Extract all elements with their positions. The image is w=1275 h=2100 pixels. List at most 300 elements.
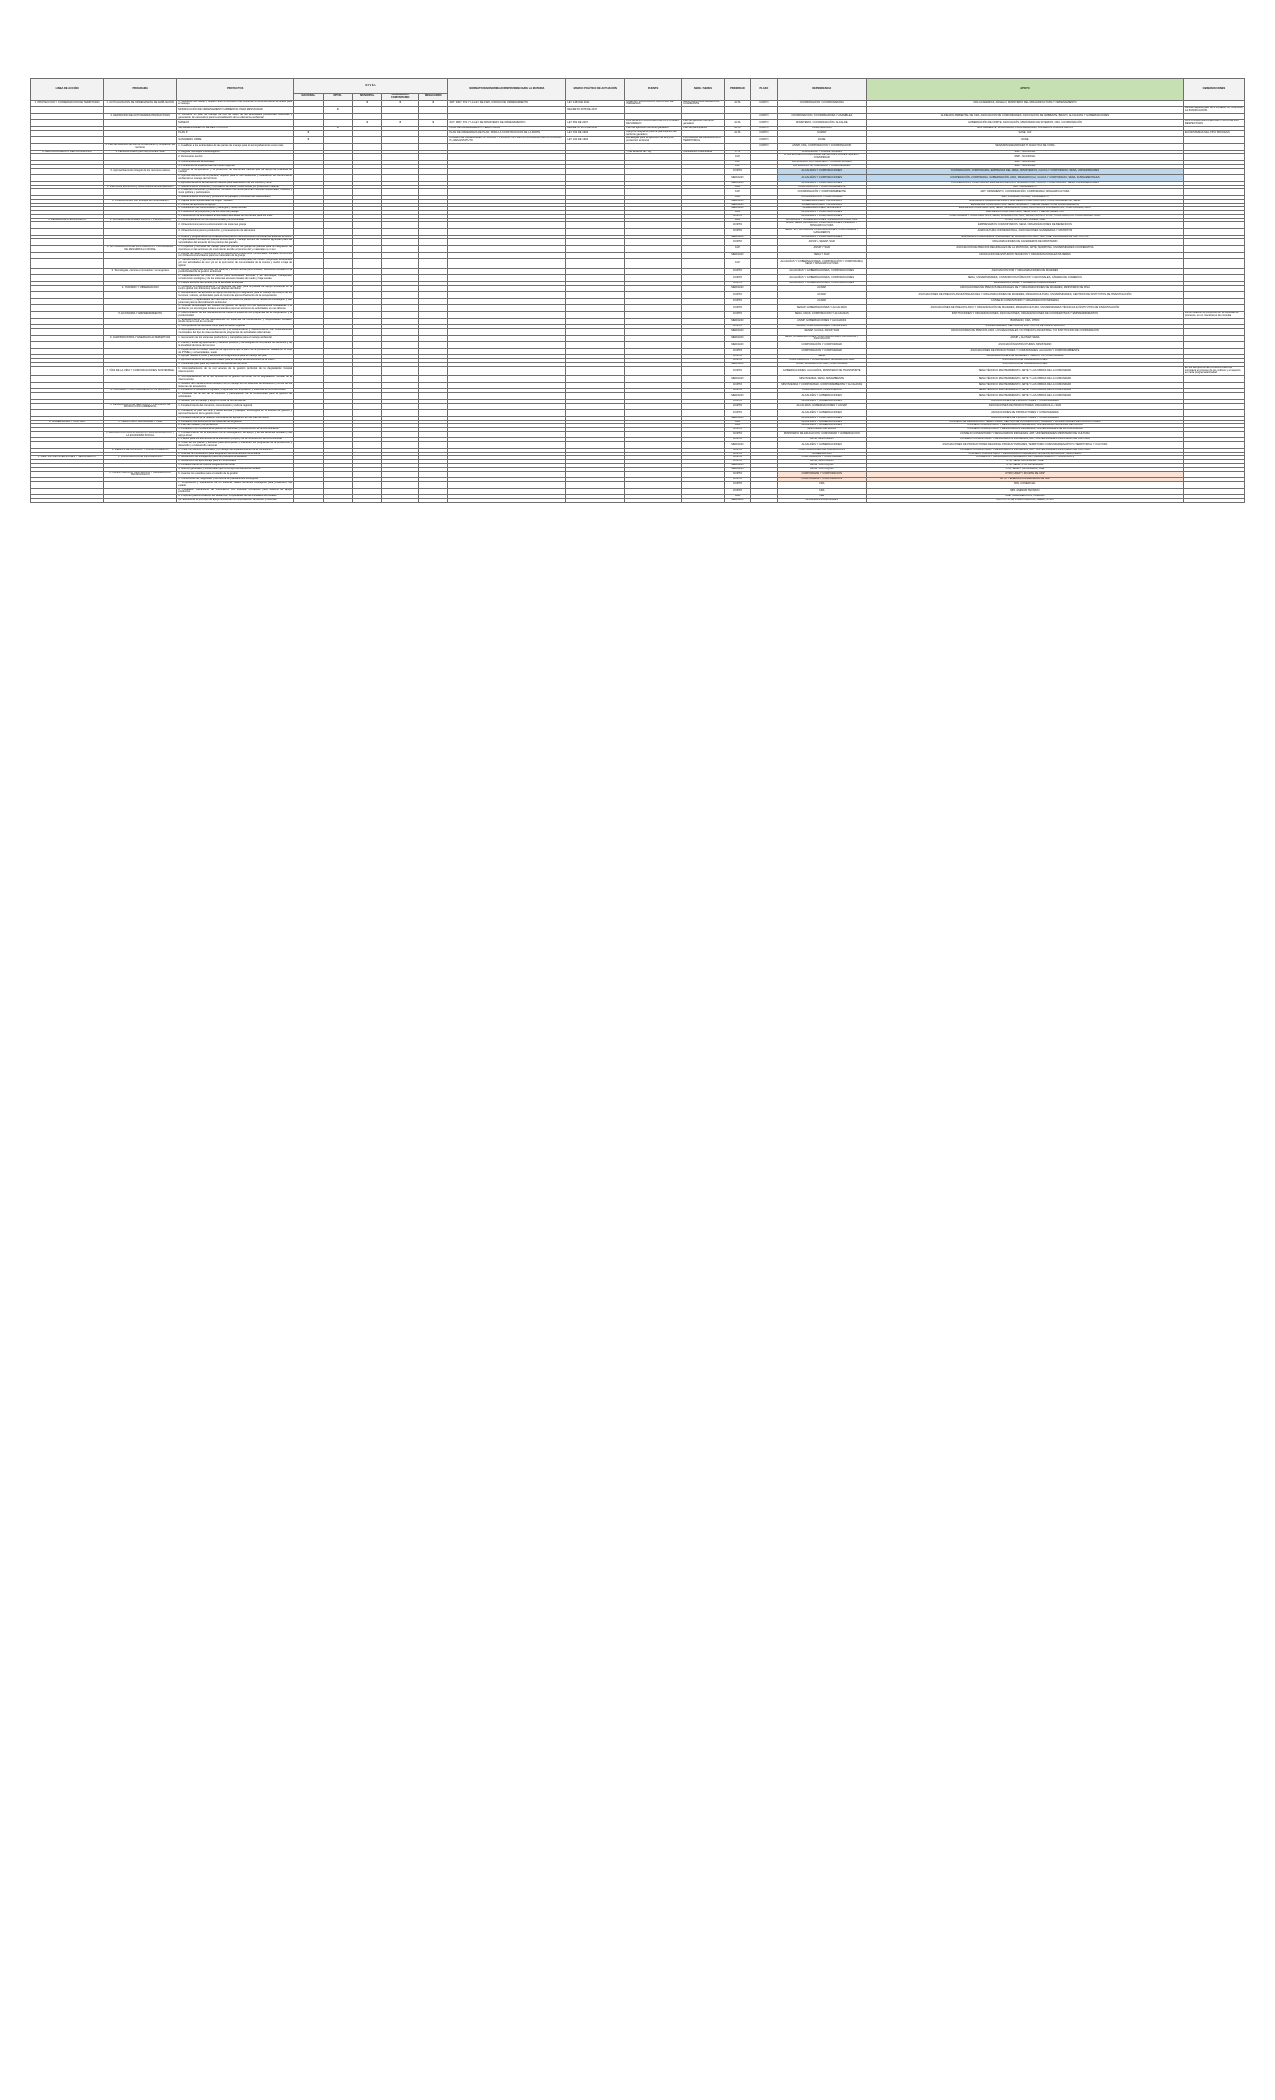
cell-programa — [104, 488, 177, 495]
cell-sede — [682, 259, 725, 268]
cell-nacional: X — [294, 130, 323, 137]
cell-nacional — [294, 268, 323, 275]
cell-proyectos: 4. Marcos generales y ambientales que a los aprovechamientos locales — [177, 467, 294, 471]
cell-prioridad: CORTO — [724, 229, 750, 236]
cell-observaciones — [1183, 175, 1244, 182]
cell-resguardo — [419, 298, 448, 305]
cell-fuente — [625, 499, 682, 503]
cell-proyectos: 1. Cualificar a los ambientales de las partes de manejo para el acompañamiento a las rutas — [177, 143, 294, 150]
cell-observaciones — [1183, 471, 1244, 478]
cell-marco — [566, 393, 625, 400]
cell-nacional — [294, 239, 323, 246]
cell-resguardo — [419, 154, 448, 161]
cell-apoyo: ANSIP + ALCNAP, SENA — [866, 335, 1183, 342]
cell-plazo — [751, 335, 777, 342]
cell-proyectos: 4. Acompañamiento de la asistencia con y el sostenimiento y mantenimiento, con modificaciones municipales del tipo de área ambiental de programas de actividades alternativas — [178, 328, 293, 334]
cell-plazo — [751, 107, 777, 114]
cell-prioridad: CORTO — [724, 460, 750, 464]
table-row — [31, 100, 1245, 107]
cell-proyectos: 2. Planta y áreas agropecuarias y deberes políticos y tecnologías de los planes de beneficio y de la localidad del área del recurso — [178, 341, 293, 347]
cell-dptal — [323, 312, 352, 319]
cell-fuente — [625, 342, 682, 349]
cell-apoyo: ASOCIACIONES DE PRECIOS REGIONALES DE Y ORGANIZACIONES DE MUJERES, MINISTERIO DE FINA — [866, 285, 1183, 292]
col-comunidad: COMUNIDAD / COMUNITARIO — [382, 94, 419, 101]
cell-dependencia: SENA, GOBERNACIONES, CORPORACIONES, ALCALDÍAS Y ASOCIACIÓN — [777, 335, 866, 342]
cell-proyectos: 3. Transformación y aprovechamiento de acciones ambientales de cultivo, empresas ancestrales y/o con actividades de eco y/o en la promoción de comunidades de la cuenta y medio a baja de aplicar — [178, 258, 293, 267]
cell-apoyo: AGRICULTURA CONVENCIONAL, ASOCIACIONES GANADERAS Y DISTRITOS — [866, 229, 1183, 236]
cell-dptal — [323, 366, 352, 375]
cell-normatividad — [448, 259, 566, 268]
cell-dependencia: ARTE, MINISTERIO — [777, 460, 866, 464]
cell-dependencia: COORDINACIÓN / COORDINADORA Y ASAMBLEA — [777, 113, 866, 120]
cell-prioridad: ALTA — [724, 120, 750, 127]
cell-resguardo — [419, 137, 448, 144]
cell-comunidad — [382, 285, 419, 292]
cell-programa — [104, 442, 177, 449]
cell-programa: 1. LENGUA MAMA (NATIVA) ANCESTRAL — [104, 150, 177, 154]
table-row — [31, 143, 1245, 150]
cell-prioridad: CORTO — [724, 482, 750, 489]
cell-marco: LEY 152 DE 1994 — [566, 130, 625, 137]
cell-proyectos: 1. Fortalecimiento del comercio, comunicación y cultura regional — [177, 403, 294, 410]
cell-dependencia: GOBERNACIÓN — [777, 452, 866, 456]
cell-prioridad: MEDIANO — [724, 362, 750, 366]
cell-proyectos: 2. Acompañamiento de la red acuosa de la gestión territorial, de la degradación forestal de la interconexión — [178, 375, 293, 381]
cell-dptal — [323, 222, 352, 229]
cell-resguardo — [419, 318, 448, 325]
cell-marco — [566, 342, 625, 349]
cell-dependencia: MINISTERIO DE EDUCACIÓN, COMUNIDAD Y GOBERNACIÓN — [777, 431, 866, 438]
cell-linea — [31, 168, 104, 175]
cell-dptal — [323, 168, 352, 175]
cell-prioridad: CORTO — [724, 428, 750, 432]
cell-dependencia: CORPORACIÓN Y MINISTERIOS — [777, 389, 866, 393]
cell-prioridad: CORTO — [724, 348, 750, 355]
table-row — [31, 126, 1245, 130]
cell-dptal — [323, 292, 352, 299]
cell-proyectos: 1. Apoyar, programas técnicas, del sistema y técnico actual para resolver, beneficios sociales en la productividad de la gestión ambiental — [178, 268, 293, 274]
table-row — [31, 246, 1245, 253]
cell-sede — [682, 366, 725, 375]
cell-dependencia: CORPORAMAI Y CORPORACIÓN — [777, 478, 866, 482]
cell-sede — [682, 318, 725, 325]
cell-dependencia: ARTE - ANTIOQUIA — [777, 467, 866, 471]
cell-municipal — [353, 318, 382, 325]
cell-linea — [31, 298, 104, 305]
cell-linea — [31, 292, 104, 299]
cell-plazo — [751, 471, 777, 478]
cell-comunidad — [382, 246, 419, 253]
cell-comunidad — [382, 335, 419, 342]
col-plazo: PLAZO — [751, 79, 777, 101]
cell-proyectos: 1. Determinación de los mecanismos de medio a través de los programas de la cooperación y la productividad — [178, 311, 293, 317]
col-linea: LINEA DE ACCIÓN — [31, 79, 104, 101]
cell-programa — [104, 348, 177, 355]
cell-proyectos: 3. Infraestructura para la producción y procesamiento de alimentos — [177, 229, 294, 236]
cell-fuente: CABILDO, ASOCIACIÓN NACIONAL DE INDIGENAS — [625, 100, 682, 107]
cell-nacional — [294, 393, 323, 400]
cell-programa: 2. ACTUALIZACIÓN DE LOS PRECIOS Y PROGRAMAS DE DESARROLLO RURAL — [104, 246, 177, 253]
cell-marco — [566, 175, 625, 182]
cell-nacional — [294, 175, 323, 182]
cell-fuente — [625, 292, 682, 299]
cell-marco — [566, 382, 625, 389]
cell-prioridad: MEDIANO — [724, 499, 750, 503]
cell-proyectos: 2. Mecanismo de aprendizaje para el comunicador — [177, 460, 294, 464]
cell-proyectos: 2. Fortalecer el plan del ciclo y áreas acuosa y paisajes, tecnologías en el estudio de gestión y aprovechamiento de la gestión local — [178, 409, 293, 415]
cell-prioridad: CORTO — [724, 359, 750, 363]
cell-apoyo: MIN. AMBIENTE, MI ALCALDÍA, PROCURADURÍA, CONSEJOS COMUNITARIOS — [866, 126, 1183, 130]
cell-fuente — [625, 305, 682, 312]
cell-fuente — [625, 328, 682, 335]
cell-plazo — [751, 348, 777, 355]
cell-apoyo: SANE, IGF — [866, 130, 1183, 137]
cell-dependencia: CORPORACIÓN Y CORPORAMAI — [777, 456, 866, 460]
cell-proyectos: 2. Protección funcional y preventiva, formación territorial para las misiones ancestrales, muebles y vivos pública y participativa — [178, 188, 293, 195]
cell-apoyo: SMV, FUNDAMI, ACNUR, ORNAMENTO — [866, 195, 1183, 199]
cell-dependencia: ALCALDÍAS Y CORPORACIONES — [777, 211, 866, 215]
cell-comunidad — [382, 382, 419, 389]
cell-proyectos: 7. Proponerlos y mecanismo de un sistema, bases territorios ecológicos para protección, del estado — [178, 481, 293, 487]
cell-dependencia: SENAP, CAUCA, ANSIP, SGR — [777, 328, 866, 335]
cell-comunidad — [382, 403, 419, 410]
cell-plazo — [751, 189, 777, 196]
cell-marco — [566, 348, 625, 355]
cell-prioridad: CLP — [724, 154, 750, 161]
cell-sede — [682, 107, 725, 114]
cell-programa: 1. SISTEMAS DE ALIMENTACIÓN Y PRODUCCIÓN — [104, 218, 177, 222]
cell-observaciones: ECOSISTEMAS DEL TIPO PROCESO — [1183, 130, 1244, 137]
cell-resguardo — [419, 328, 448, 335]
cell-municipal — [353, 328, 382, 335]
cell-marco: LEY 160 DE 1994 — [566, 137, 625, 144]
cell-municipal — [353, 175, 382, 182]
cell-resguardo — [419, 229, 448, 236]
cell-apoyo: EMPRESAS CORPORATIVAS, SENA, MINAGRO Y DEPARTAMENTO DE CUNDINAMARCA — [866, 203, 1183, 207]
cell-observaciones — [1183, 376, 1244, 383]
cell-plazo: CORTO — [751, 143, 777, 150]
cell-dependencia: ALCALDÍAS Y GOBERNACIONES — [777, 420, 866, 424]
cell-plazo — [751, 382, 777, 389]
cell-apoyo: OTRO UDEP Y MI ARTE DE UDP — [866, 471, 1183, 478]
cell-marco — [566, 168, 625, 175]
cell-nacional — [294, 348, 323, 355]
cell-marco — [566, 268, 625, 275]
cell-observaciones — [1183, 222, 1244, 229]
cell-dependencia: CORPORACIÓN Y CORPORAMAI — [777, 348, 866, 355]
cell-prioridad: CORTO — [724, 312, 750, 319]
cell-dptal — [323, 393, 352, 400]
cell-plazo — [751, 239, 777, 246]
cell-municipal — [353, 366, 382, 375]
table-row — [31, 342, 1245, 349]
cell-apoyo: COOPERACIÓN, CORPORANA, EMPRESAS DE ANCI, MINAGRICOLA, CAUCA Y CORPORANCI, SENA, FUNDAMENTALES — [866, 181, 1183, 185]
cell-comunidad — [382, 252, 419, 259]
cell-prioridad: CORTO — [724, 438, 750, 442]
cell-dptal: X — [323, 107, 352, 114]
cell-dptal — [323, 259, 352, 268]
cell-resguardo — [419, 348, 448, 355]
cell-observaciones — [1183, 431, 1244, 438]
cell-normatividad — [448, 318, 566, 325]
cell-programa — [104, 154, 177, 161]
cell-proyectos: 2. Capacitaciones de todo el centro para actividades técnicas y de tecnología, transportes, construcción ecológica y de los sistemas acuosos locales de medio y baja escala — [178, 274, 293, 281]
cell-fuente — [625, 431, 682, 438]
cell-dependencia: ANSIP + SENAP, SGR — [777, 239, 866, 246]
cell-resguardo — [419, 259, 448, 268]
cell-sede — [682, 499, 725, 503]
cell-comunidad — [382, 342, 419, 349]
table-row — [31, 410, 1245, 417]
cell-plazo — [751, 154, 777, 161]
cell-dependencia: CORPORACIÓN Y CORPORAMAI — [777, 342, 866, 349]
cell-plazo — [751, 259, 777, 268]
cell-marco — [566, 239, 625, 246]
table-row — [31, 107, 1245, 114]
cell-proyectos: 1. Gestionar las visitas y requerir ante el Ministerio del Ambiente el reconocimiento de áreas para el manejo — [178, 100, 293, 106]
cell-resguardo — [419, 130, 448, 137]
cell-dependencia: ALCALDÍAS Y CORPORACIONES — [777, 214, 866, 218]
cell-municipal — [353, 113, 382, 120]
cell-proyectos: 2. Plan de cuidado y de protección — [177, 424, 294, 428]
cell-comunidad — [382, 175, 419, 182]
cell-prioridad: CORTO — [724, 452, 750, 456]
cell-sede — [682, 275, 725, 282]
cell-marco: LEY 1454 DE 2011 — [566, 100, 625, 107]
cell-dptal — [323, 189, 352, 196]
cell-dependencia: ALCALDÍAS Y GOBERNACIONES — [777, 424, 866, 428]
cell-sede — [682, 312, 725, 319]
cell-apoyo: CONSEJO COMUNITARIO Y RESGUARDOS INDÍGENAS, UNIVERSIDADES DE LA COMUNIDAD — [866, 428, 1183, 432]
cell-normatividad — [448, 342, 566, 349]
cell-observaciones — [1183, 348, 1244, 355]
cell-normatividad — [448, 442, 566, 449]
cell-dptal: X — [323, 126, 352, 130]
cell-dptal — [323, 175, 352, 182]
cell-proyectos: 1. Acompañamiento de la red acuosa de la gestión territorial de la degradación forestal interconexión — [177, 366, 294, 375]
table-row — [31, 442, 1245, 449]
cell-resguardo — [419, 482, 448, 489]
cell-fuente: Estrategias para la ejecución de la ley de protección territorial — [625, 137, 682, 144]
cell-proyectos: 3. Fortalecimiento de la relación informativa de aplicación en las vías del litoral — [177, 416, 294, 420]
table-row — [31, 318, 1245, 325]
table-row — [31, 259, 1245, 268]
cell-programa — [104, 259, 177, 268]
cell-sede — [682, 246, 725, 253]
cell-normatividad — [448, 410, 566, 417]
cell-municipal — [353, 252, 382, 259]
cell-comunidad — [382, 239, 419, 246]
cell-apoyo: SENA/MIN ENEVARIGRA TI ANALÍTICA DE CORA — [866, 143, 1183, 150]
cell-prioridad: CORTO — [724, 488, 750, 495]
cell-linea — [31, 471, 104, 478]
cell-dependencia: SENAP, GOBERNACIONES Y ALCALDÍAS — [777, 305, 866, 312]
cell-apoyo: COOPERACIÓN, CORPORAMAI, EMPRESAS DEL ÁREA, MINISTERIOS, CAUCA Y CORPORANCI, SENA, UNIVERSIDADES — [866, 168, 1183, 175]
cell-nacional — [294, 335, 323, 342]
cell-proyectos: 1. Apoyar la recuperación y la protección de elementos nativos que dé apoyo de prácticas de manejo — [178, 168, 293, 174]
cell-nacional — [294, 252, 323, 259]
cell-normatividad: PLAN DE ORDENAMIENTO TERRITORIAL — [448, 126, 566, 130]
cell-fuente — [625, 335, 682, 342]
cell-proyectos: 6. Consolidar plan para la protección ambiental del territorio — [177, 362, 294, 366]
cell-sede — [682, 403, 725, 410]
cell-nacional — [294, 246, 323, 253]
cell-comunidad — [382, 305, 419, 312]
cell-linea — [31, 305, 104, 312]
cell-plazo — [751, 292, 777, 299]
cell-plazo — [751, 275, 777, 282]
cell-apoyo: CORPORAMAI Y CORPORATIVOS, SENA, MINAGRICULTURA, SENA/CÍRCULO VITAL, CORPORACIÓN, CORPORAMAI, ANCI — [866, 214, 1183, 218]
cell-dependencia: PATRIMONIO, ACTUALIZADO Y COMPETIDORES — [777, 160, 866, 164]
cell-normatividad — [448, 298, 566, 305]
cell-municipal — [353, 285, 382, 292]
cell-marco — [566, 499, 625, 503]
cell-programa — [104, 305, 177, 312]
cell-comunidad — [382, 471, 419, 478]
cell-normatividad — [448, 482, 566, 489]
cell-normatividad — [448, 403, 566, 410]
cell-nacional — [294, 305, 323, 312]
cell-prioridad: CRA — [724, 195, 750, 199]
cell-normatividad — [448, 376, 566, 383]
cell-municipal — [353, 410, 382, 417]
cell-normatividad — [448, 312, 566, 319]
cell-fuente — [625, 246, 682, 253]
table-row — [31, 189, 1245, 196]
cell-apoyo: ASOCIACIONES DE PRODUCTORES REGIONAL PRODUCTIVIDADES, TERRITORIO COMUNIDADES/APOYO TERRITORIAL Y CULTURA — [866, 442, 1183, 449]
cell-municipal — [353, 107, 382, 114]
cell-fuente — [625, 410, 682, 417]
cell-fuente — [625, 318, 682, 325]
cell-plazo — [751, 410, 777, 417]
cell-dptal — [323, 120, 352, 127]
cell-dependencia: MINVIVIENDA Y CORPORAMAI, CORPORAMBIENTE Y ALCALDÍAS — [777, 382, 866, 389]
cell-nacional — [294, 382, 323, 389]
cell-marco — [566, 143, 625, 150]
cell-prioridad — [724, 143, 750, 150]
cell-sede — [682, 189, 725, 196]
table-row — [31, 312, 1245, 319]
cell-normatividad — [448, 335, 566, 342]
cell-sede — [682, 143, 725, 150]
cell-prioridad: CORTO — [724, 281, 750, 285]
cell-programa: 5. ECONOMÍA Y EMPRENDIMIENTO — [104, 312, 177, 319]
cell-proyectos: 3. Comunicaciones ancestrales — [177, 160, 294, 164]
cell-dptal — [323, 275, 352, 282]
cell-normatividad — [448, 382, 566, 389]
cell-sede — [682, 222, 725, 229]
cell-resguardo — [419, 285, 448, 292]
cell-dependencia: GOBERNACIONES Y ALCALDÍAS — [777, 203, 866, 207]
cell-apoyo: CONSEJO DE DESARROLLO TERRITORIAL, CENTRO DE COOPERACIÓN, CÁMARA Y LAS ENTIDADES DE PRODUCTORES — [866, 420, 1183, 424]
cell-normatividad — [448, 499, 566, 503]
cell-normatividad: PLAN DE ORDENANZA DE PLAN, PARA LA CONSTRUCCIÓN DE LA PARTE — [448, 130, 566, 137]
cell-marco — [566, 312, 625, 319]
cell-normatividad — [448, 175, 566, 182]
cell-fuente: LAS ADMINISTRACIONES DE LOS PLANES DE MANEJO — [625, 120, 682, 127]
cell-prioridad: CLP — [724, 246, 750, 253]
cell-programa — [104, 318, 177, 325]
cell-comunidad — [382, 143, 419, 150]
table-row — [31, 168, 1245, 175]
cell-proyectos: PLAN P. — [177, 130, 294, 137]
cell-dependencia: ACNAP — [777, 292, 866, 299]
cell-dptal — [323, 229, 352, 236]
cell-apoyo: ASOCIACIONES DE PRECIOS ANCESTRALES DEL Y ORGANIZACIONES DE MUJERES, MINAGRICULTURA, UNIVERSIDADES, CENTROS DE INSTITUTOS DE INVESTIGACIÓN — [866, 292, 1183, 299]
cell-normatividad — [448, 488, 566, 495]
cell-resguardo — [419, 342, 448, 349]
cell-dependencia: CORPORAMAI Y CORPORACIÓN — [777, 471, 866, 478]
cell-dependencia: ALCALDÍAS Y GOBERNACIONES, CORPORACIONES — [777, 268, 866, 275]
cell-resguardo — [419, 168, 448, 175]
cell-dependencia: ANSIP, CRA, CORPORACIÓN Y COORDINACIÓN — [777, 143, 866, 150]
cell-marco — [566, 403, 625, 410]
cell-proyectos: 4. Producción de proyectos y de los usos del paisaje — [177, 211, 294, 215]
cell-resguardo — [419, 431, 448, 438]
cell-dependencia: ALCALDÍAS Y GOBERNACIONES, MINAGRICULTURA, UDP — [777, 218, 866, 222]
cell-comunidad — [382, 312, 419, 319]
cell-prioridad: CORTO — [724, 298, 750, 305]
cell-nacional — [294, 471, 323, 478]
cell-resguardo — [419, 252, 448, 259]
table-row — [31, 137, 1245, 144]
cell-plazo — [751, 312, 777, 319]
cell-sede — [682, 393, 725, 400]
cell-apoyo: SMP - NACIONAL — [866, 150, 1183, 154]
cell-prioridad: MEDIANO — [724, 199, 750, 203]
cell-dependencia: ANSIP Y SGR — [777, 246, 866, 253]
cell-prioridad: CLP — [724, 160, 750, 164]
cell-normatividad — [448, 285, 566, 292]
table-row — [31, 298, 1245, 305]
cell-dptal — [323, 410, 352, 417]
cell-dependencia: ARTE - ANTIOQUIA — [777, 464, 866, 468]
cell-apoyo: ASOCIACIONES DE PRODUCTORES Y COMUNIDADES — [866, 416, 1183, 420]
cell-comunidad — [382, 130, 419, 137]
cell-municipal — [353, 222, 382, 229]
cell-marco — [566, 154, 625, 161]
cell-plazo: CORTO — [751, 100, 777, 107]
cell-resguardo — [419, 410, 448, 417]
cell-resguardo — [419, 113, 448, 120]
cell-comunidad — [382, 259, 419, 268]
cell-proyectos: 2. Conectar de la red de la conexión y participación de la conectividad para la gestión de actividades — [178, 392, 293, 398]
cell-dptal — [323, 471, 352, 478]
cell-apoyo: SMP - NACIONAL — [866, 164, 1183, 168]
cell-programa — [104, 382, 177, 389]
cell-proyectos: 3. Gestión con el manejo y apoyo e iniciar la red ambiental — [177, 399, 294, 403]
matrix-body — [31, 100, 1245, 502]
cell-programa: 1. ACTUALIZACIÓN DE ORDENANZAS DE AMPLIACIÓN — [104, 100, 177, 107]
cell-observaciones — [1183, 482, 1244, 489]
cell-linea: 3. DESARROLLO ECONÓMICO — [31, 218, 104, 222]
cell-prioridad: CORTO — [724, 222, 750, 229]
cell-observaciones — [1183, 305, 1244, 312]
cell-comunidad — [382, 292, 419, 299]
col-programa: PROGRAMA — [104, 79, 177, 101]
cell-proyectos: 1. Capital entre ambientales de origen - Estado — [177, 199, 294, 203]
cell-proyectos: 3. Gestión del mantenimiento acuoso con el manejo de los sistemas de acueducto y la red de los sistemas de acueductos — [178, 382, 293, 388]
cell-observaciones — [1183, 393, 1244, 400]
cell-apoyo: GOBERNACIÓN DE NORTE, ASOCIACIÓN, MINISTERIO DE INTERIOR, CRA, COORDINACIÓN — [866, 120, 1183, 127]
cell-proyectos: 1. Construir un plan de manejo de uso de suelo de las actividades productivas colectivas y generación de escenarios para la actualización de la ordenanza ambiental — [178, 113, 293, 119]
table-row — [31, 382, 1245, 389]
cell-prioridad: CORTO — [724, 448, 750, 452]
cell-marco: LEY 962 DE 2007 — [566, 120, 625, 127]
cell-marco — [566, 328, 625, 335]
cell-dptal — [323, 130, 352, 137]
cell-proyectos: 3. Mantenimiento funcional y preventivo de paisajes y ecosistemas relacionados — [177, 195, 294, 199]
